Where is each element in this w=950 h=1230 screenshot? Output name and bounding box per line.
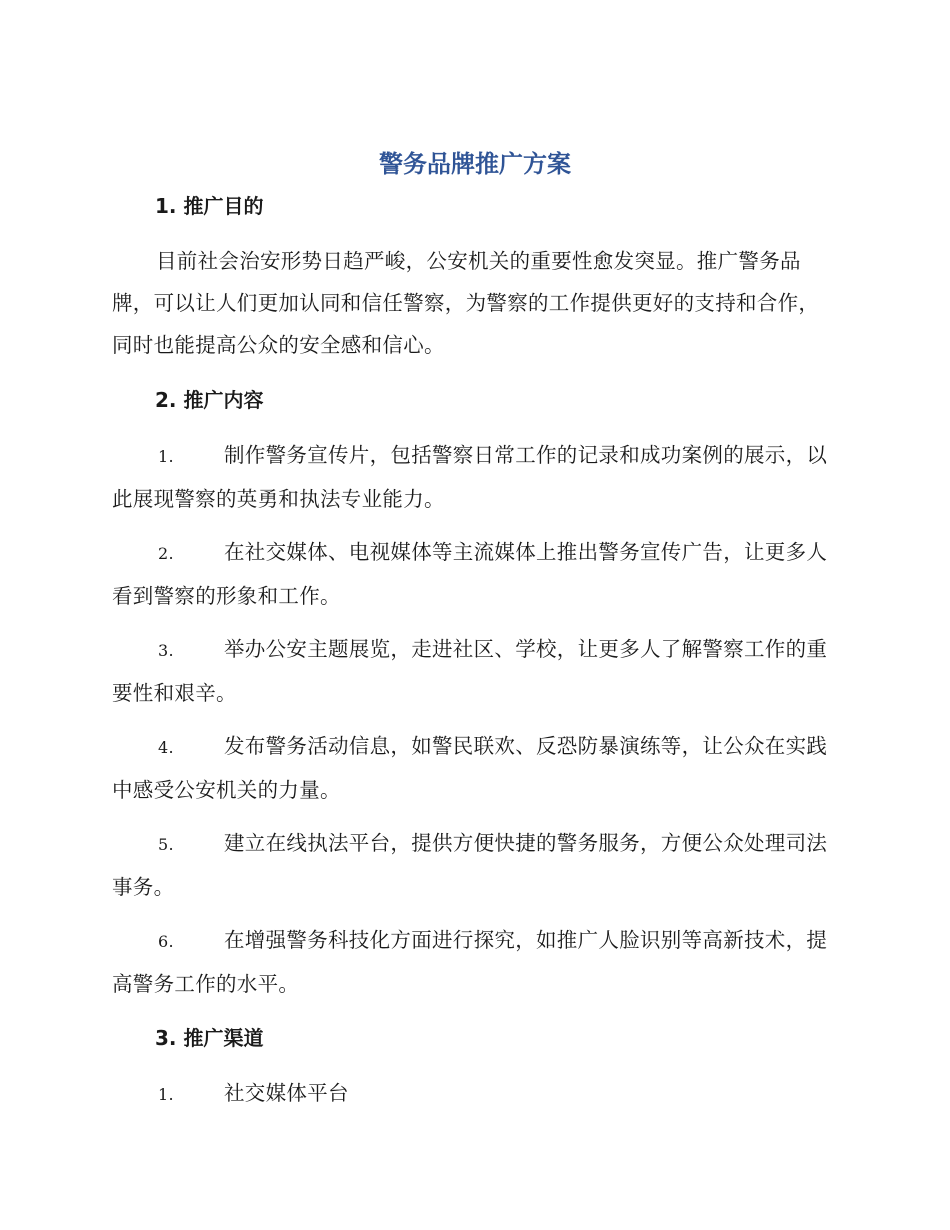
list-item — [112, 1072, 834, 1116]
list-item-number: 3. — [158, 641, 174, 660]
section-heading-content: 2. 推广内容 — [155, 388, 264, 412]
list-item — [112, 531, 834, 617]
document-title: 警务品牌推广方案 — [379, 150, 571, 178]
list-item-number: 6. — [158, 932, 174, 951]
section-paragraph-purpose: 目前社会治安形势日趋严峻，公安机关的重要性愈发突显。推广警务品牌，可以让人们更加认同和信任警察，为警察的工作提供更好的支持和合作，同时也能提高公众的安全感和信心。 — [112, 249, 820, 357]
list-item — [112, 919, 834, 1005]
list-item-text: 在社交媒体、电视媒体等主流媒体上推出警务宣传广告，让更多人看到警察的形象和工作。 — [112, 540, 828, 608]
list-item-number: 5. — [158, 835, 174, 854]
list-item-text: 建立在线执法平台，提供方便快捷的警务服务，方便公众处理司法事务。 — [112, 831, 828, 899]
list-item-number: 2. — [158, 544, 174, 563]
list-item — [112, 434, 834, 520]
list-item — [112, 725, 834, 811]
list-item-number: 1. — [158, 447, 174, 466]
section-heading-channels: 3. 推广渠道 — [155, 1026, 264, 1050]
list-item — [112, 628, 834, 714]
list-item-text: 制作警务宣传片，包括警察日常工作的记录和成功案例的展示，以此展现警察的英勇和执法专业能力。 — [112, 443, 828, 511]
list-item — [112, 822, 834, 908]
list-item-number: 4. — [158, 738, 174, 757]
list-item-text: 社交媒体平台 — [224, 1081, 349, 1105]
list-item-text: 举办公安主题展览，走进社区、学校，让更多人了解警察工作的重要性和艰辛。 — [112, 637, 828, 705]
list-item-text: 发布警务活动信息，如警民联欢、反恐防暴演练等，让公众在实践中感受公安机关的力量。 — [112, 734, 828, 802]
section-heading-purpose: 1. 推广目的 — [155, 194, 264, 218]
list-item-text: 在增强警务科技化方面进行探究，如推广人脸识别等高新技术，提高警务工作的水平。 — [112, 928, 828, 996]
list-item-number: 1. — [158, 1085, 174, 1104]
